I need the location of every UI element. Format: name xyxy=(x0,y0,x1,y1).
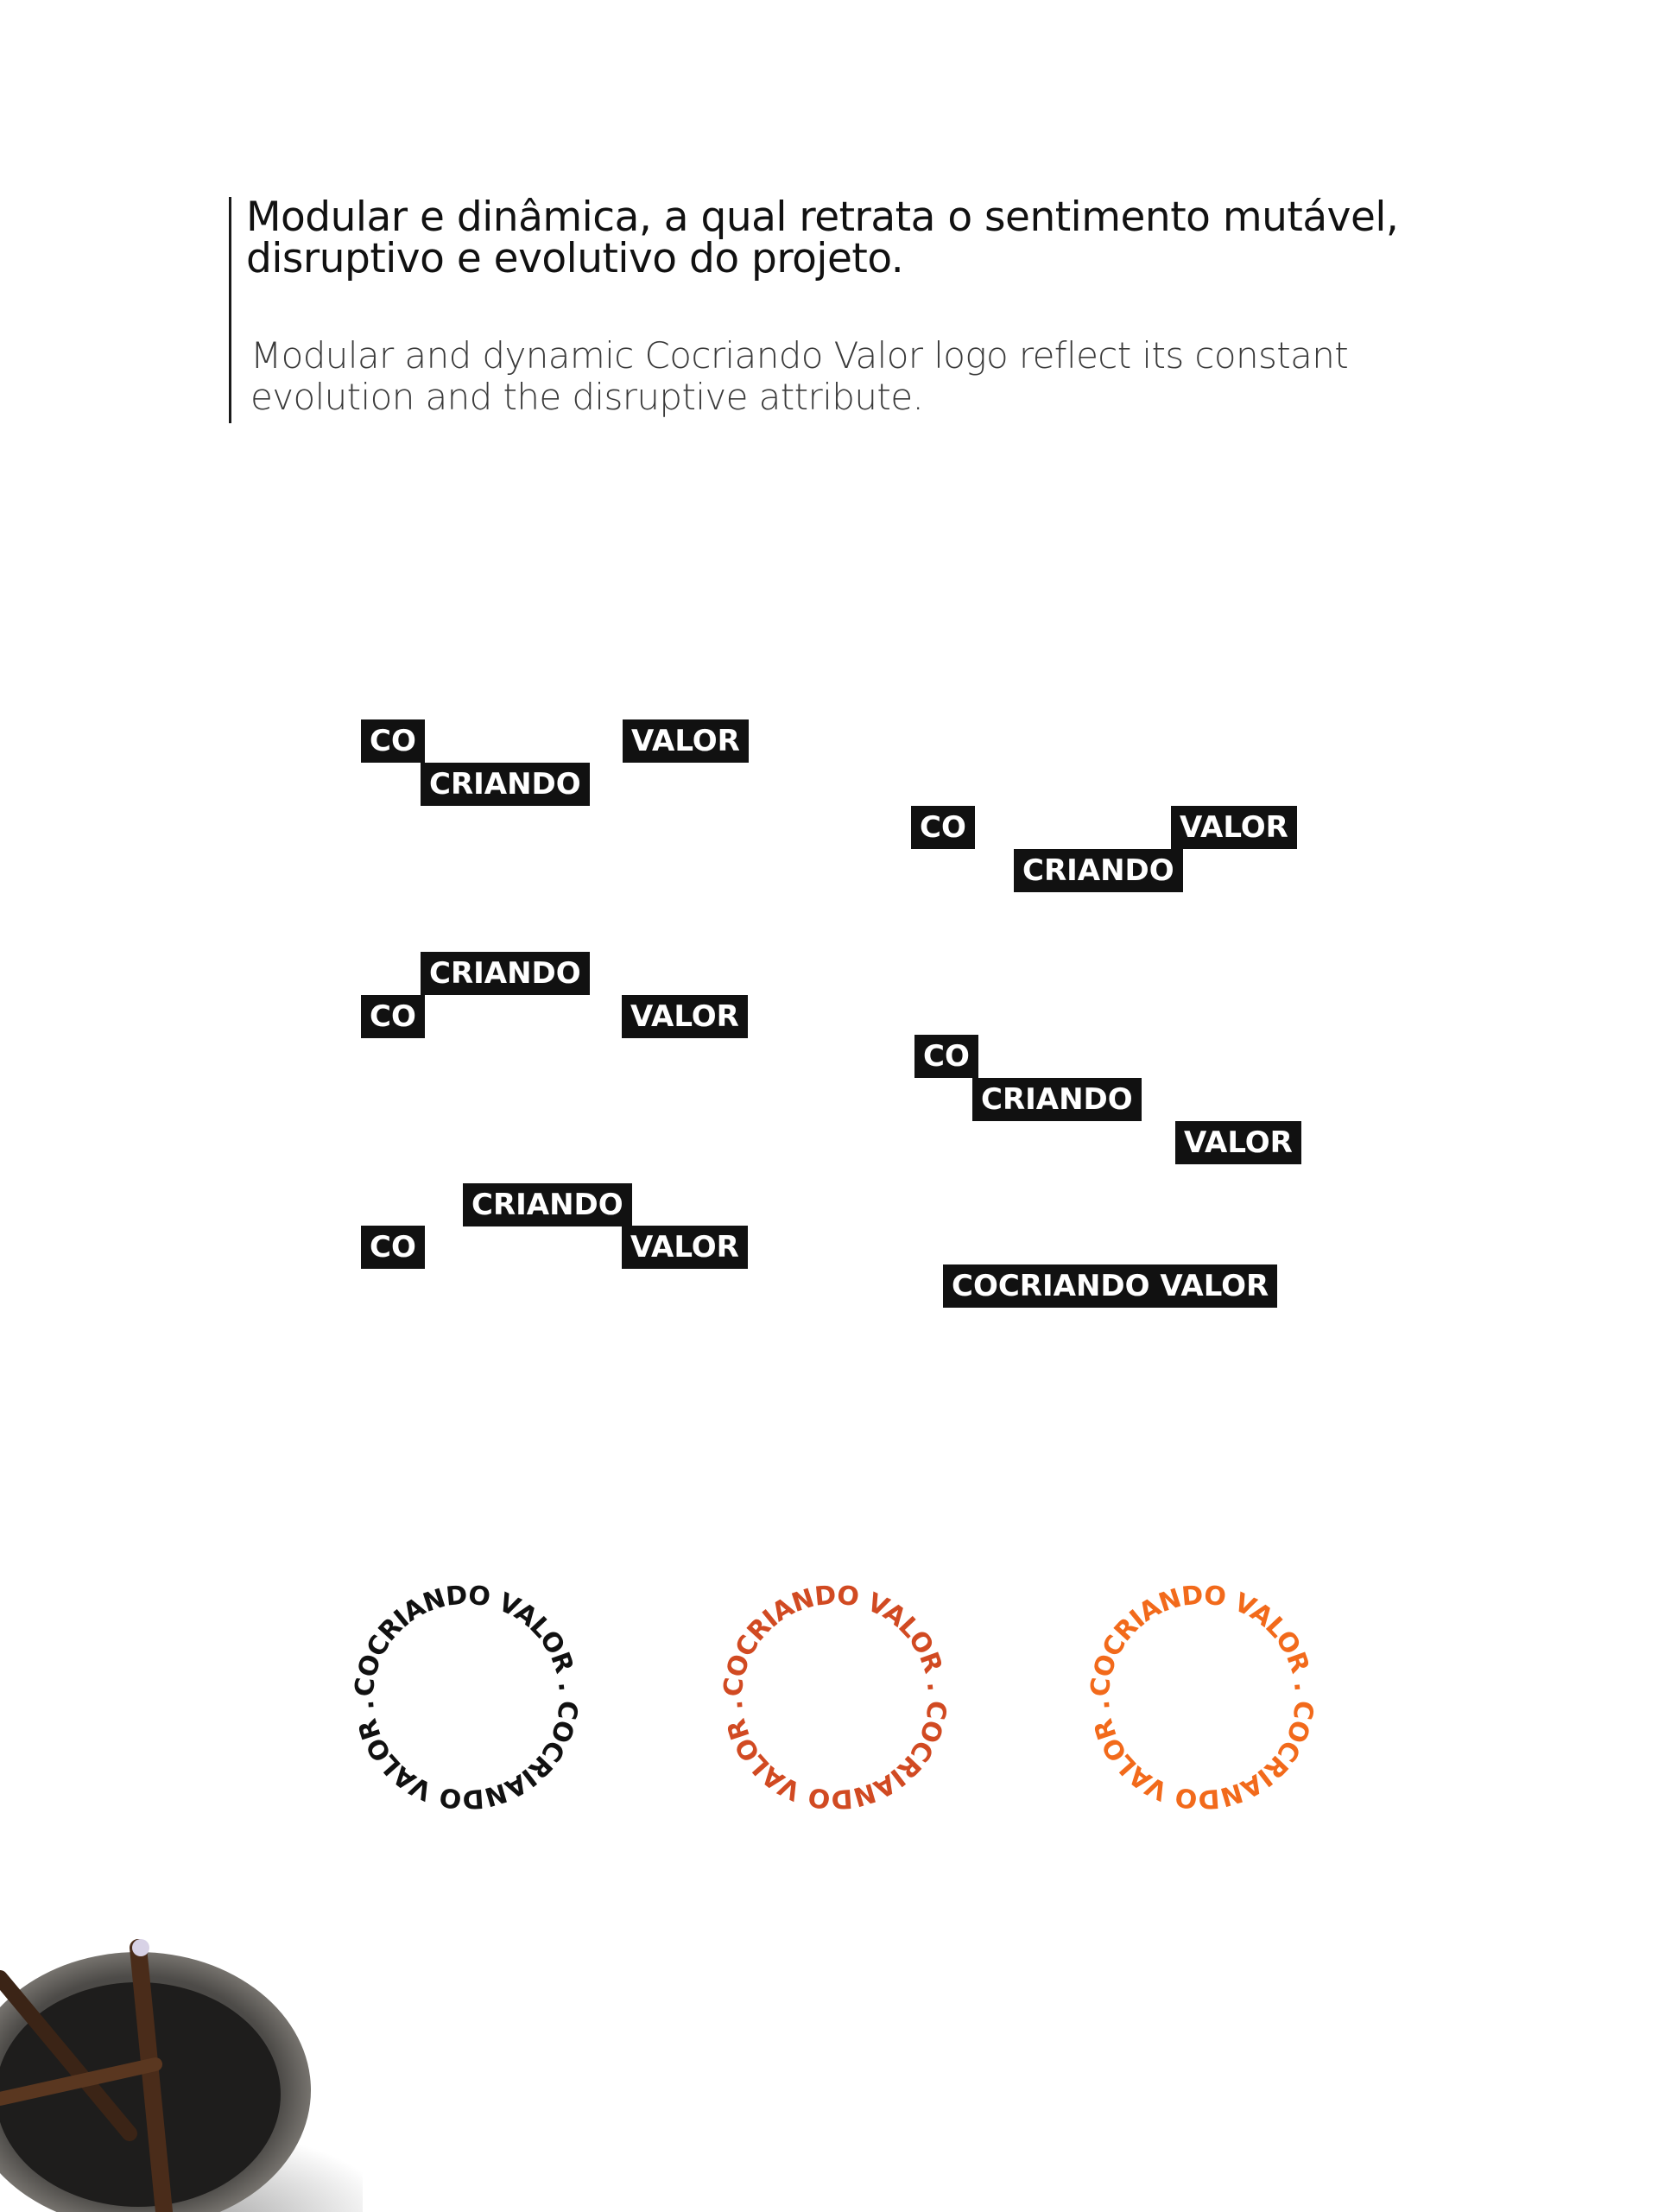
logo-tag-co: CO xyxy=(361,995,425,1038)
logo-tag-criando: CRIANDO xyxy=(421,763,590,806)
subline-en: Modular and dynamic Cocriando Valor logo reflect its constant evolution and the disruptive attribute. xyxy=(250,334,1349,418)
logo-tag-valor: VALOR xyxy=(623,719,749,763)
ring-text: COCRIANDO VALOR . COCRIANDO VALOR . xyxy=(349,1580,584,1815)
logo-tag-full: COCRIANDO VALOR xyxy=(943,1264,1277,1308)
circular-logo-black xyxy=(341,1572,592,1822)
headline-pt: Modular e dinâmica, a qual retrata o sentimento mutável, disruptivo e evolutivo do projeto. xyxy=(246,193,1399,282)
logo-tag-criando: CRIANDO xyxy=(972,1078,1142,1121)
circular-logo-red xyxy=(710,1572,960,1822)
logo-tag-co: CO xyxy=(911,806,975,849)
logo-tag-valor: VALOR xyxy=(622,1226,748,1269)
logo-tag-criando: CRIANDO xyxy=(463,1183,632,1226)
logo-tag-co: CO xyxy=(361,1226,425,1269)
logo-tag-co: CO xyxy=(914,1035,978,1078)
logo-tag-valor: VALOR xyxy=(622,995,748,1038)
ring-text: COCRIANDO VALOR . COCRIANDO VALOR . xyxy=(1085,1580,1319,1815)
logo-tag-criando: CRIANDO xyxy=(421,952,590,995)
circular-logo-orange xyxy=(1077,1572,1327,1822)
ring-text: COCRIANDO VALOR . COCRIANDO VALOR . xyxy=(718,1580,952,1815)
logo-tag-valor: VALOR xyxy=(1171,806,1297,849)
logo-tag-criando: CRIANDO xyxy=(1014,849,1183,892)
intro-block xyxy=(229,193,1527,423)
logo-tag-valor: VALOR xyxy=(1175,1121,1301,1164)
logo-tag-co: CO xyxy=(361,719,425,763)
pencil-cup-icon xyxy=(0,1926,363,2212)
